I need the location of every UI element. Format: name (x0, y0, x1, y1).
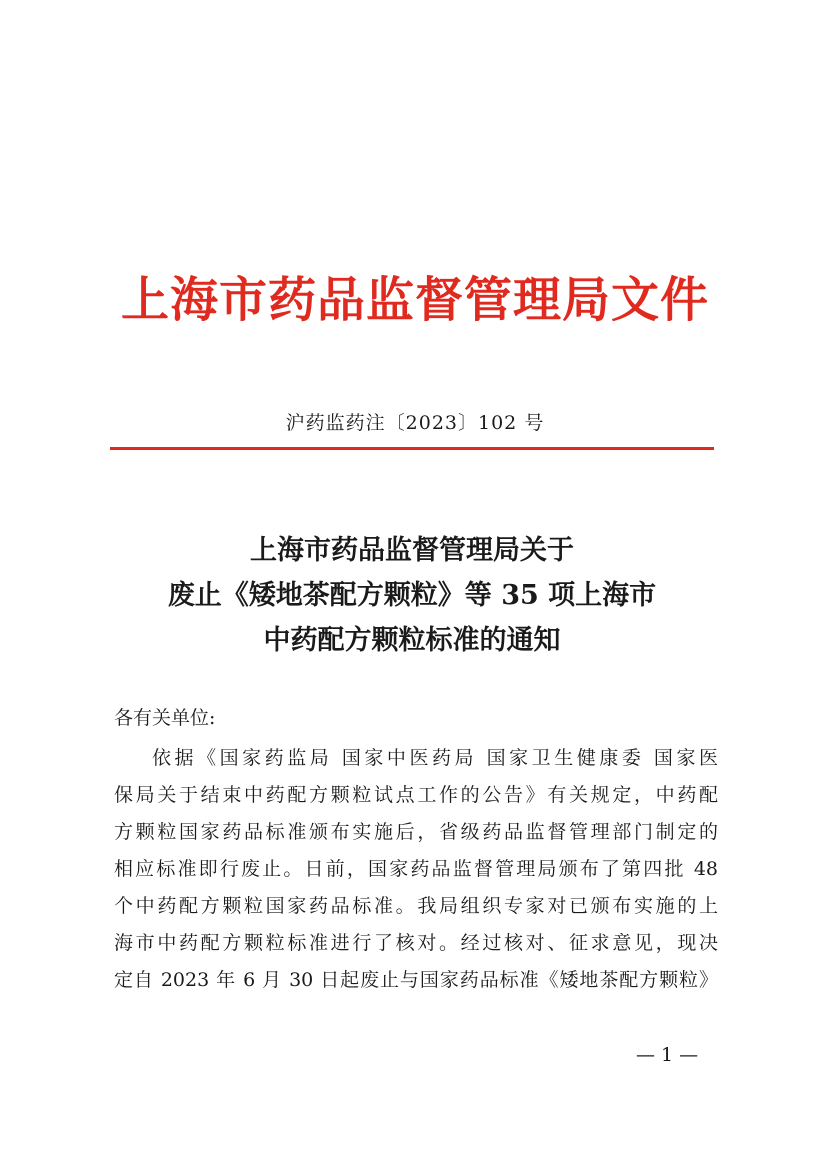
body-line-1: 依据《国家药监局 国家中医药局 国家卫生健康委 国家医 (152, 747, 718, 769)
document-number: 沪药监药注〔2023〕102 号 (285, 412, 545, 434)
body-line-7: 定自 2023 年 6 月 30 日起废止与国家药品标准《矮地茶配方颗粒》 (114, 969, 718, 991)
document-title (110, 528, 714, 663)
body-line-5: 个中药配方颗粒国家药品标准。我局组织专家对已颁布实施的上 (114, 895, 718, 917)
body-line-4: 相应标准即行废止。日前，国家药品监督管理局颁布了第四批 48 (114, 858, 718, 880)
body-line-6: 海市中药配方颗粒标准进行了核对。经过核对、征求意见，现决 (114, 932, 718, 954)
issuing-authority-header: 上海市药品监督管理局文件 (120, 272, 709, 328)
red-divider-line (110, 447, 714, 450)
page-number: — 1 — (636, 1044, 699, 1066)
title-line-3: 中药配方颗粒标准的通知 (263, 625, 561, 656)
body-line-2: 保局关于结束中药配方颗粒试点工作的公告》有关规定，中药配 (114, 784, 718, 806)
title-line-1: 上海市药品监督管理局关于 (250, 535, 574, 566)
body-line-3: 方颗粒国家药品标准颁布实施后，省级药品监督管理部门制定的 (114, 821, 718, 843)
salutation: 各有关单位: (114, 707, 216, 729)
title-line-2: 废止《矮地茶配方颗粒》等 35 项上海市 (167, 580, 657, 611)
body-paragraph (114, 740, 718, 999)
